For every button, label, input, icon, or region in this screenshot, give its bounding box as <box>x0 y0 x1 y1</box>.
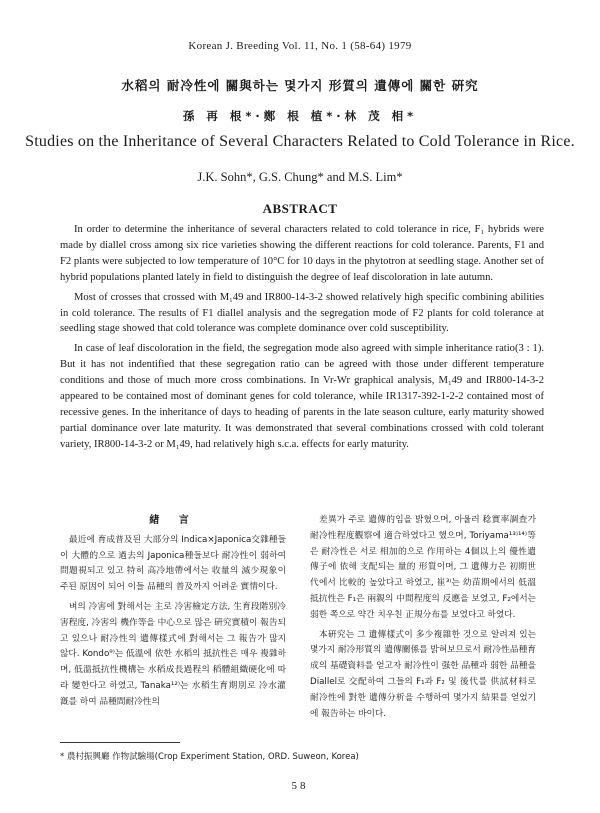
english-authors: J.K. Sohn*, G.S. Chung* and M.S. Lim* <box>197 170 403 184</box>
korean-authors: 孫 再 根*·鄭 根 植*·林 茂 相* <box>182 109 418 123</box>
korean-title: 水稻의 耐冷性에 關與하는 몇가지 形質의 遺傳에 關한 硏究 <box>121 78 479 93</box>
abstract-paragraph: Most of crosses that crossed with M₁49 and IR800-14-3-2 showed relatively high specific combining abilities in cold tolerance. The results of F1 diallel analysis and the segregation mode of F2 plants for cold tolerance at seedling stage showed that cold tolerance was complete dominance over cold susceptibility. <box>60 291 544 335</box>
right-column <box>310 513 536 726</box>
abstract-heading: ABSTRACT <box>262 201 338 216</box>
abstract-paragraph: In order to determine the inheritance of several characters related to cold tolerance in rice, F₁ hybrids were made by diallel cross among six rice varieties showing the different reactions for cold tolerance. Parents, F1 and F2 plants were subjected to low temperature of 10°C for 10 days in the phytotron at seedling stage. Another set of hybrid populations planted lately in field to distinguish the degree of leaf discoloration in late autumn. <box>60 224 544 283</box>
english-title: Studies on the Inheritance of Several Characters Related to Cold Tolerance in Rice. <box>25 133 575 150</box>
abstract-body <box>60 222 544 457</box>
abstract-paragraph: In case of leaf discoloration in the field, the segregation mode also agreed with simple inheritance ratio(3 : 1). But it has not indentified that these segregation ratio can be agreed with those under different temperature conditions and those of much more cross combinations. In Vr-Wr graphical analysis, M₁49 and IR800-14-3-2 appeared to be contained most of dominant genes for cold tolerance, while IR1317-392-1-2-2 contained most of recessive genes. In the inheritance of days to heading of parents in the late season culture, early maturity showed partial dominance over late maturity. It was demonstrated that several combinations crossed with cold tolerant variety, IR800-14-3-2 or M₁49, had relatively high s.c.a. effects for early maturity. <box>60 343 544 450</box>
footnote-rule <box>60 742 180 743</box>
body-paragraph: 벼의 冷害에 對해서는 主로 冷害檢定方法, 生育段階別冷害程度, 冷害의 機作等을 中心으로 많은 硏究實積이 報告되고 있으나 耐冷性의 遺傳樣式에 對해서는 그 報告가 많지 않다. Kondo⁹⁾는 低溫에 依한 水稻의 抵抗性은 매우 複雜하며, 低溫抵抗性機構는 水稻成長過程의 稻體組織硬化에 따라 變한다고 하였고, Tanaka¹²⁾는 水稻生育期別로 冷水灌漑를 하여 品種間耐冷性의 <box>60 601 286 707</box>
footnote: * 農村振興廳 作物試驗場(Crop Experiment Station, ORD. Suweon, Korea) <box>60 752 359 762</box>
section-heading: 緖 言 <box>149 515 197 526</box>
body-paragraph: 本硏究는 그 遺傳樣式이 多少複雜한 것으로 알려져 있는 몇가지 耐冷形質의 遺傳關係를 밝혀보므로서 耐冷性品種育成의 基礎資料를 얻고자 耐冷性이 强한 品種과 弱한 品種을 Diallel로 交配하여 그들의 F₁과 F₂ 및 後代를 供試材料로 耐冷性에 對한 遺傳分析을 수행하여 몇가지 結果를 얻었기에 報告하는 바이다. <box>310 629 536 719</box>
journal-header: Korean J. Breeding Vol. 11, No. 1 (58-64) 1979 <box>188 40 412 52</box>
left-column <box>60 513 286 715</box>
body-columns <box>60 513 544 748</box>
page-number: 58 <box>291 780 309 792</box>
body-paragraph: 差異가 주로 遺傳的임을 밝혔으며, 아울러 稔實率調査가 耐冷性程度觀察에 適合하였다고 했으며, Toriyama¹³⁾¹⁴⁾等은 耐冷性은 서로 相加的으로 作用하는 4個以上의 優性遺傳子에 依해 支配되는 量的 形質이며, 그 遺傳力은 初期世代에서 比較的 높았다고 하였고, 崔³⁾는 幼苗期에서의 低溫抵抗性은 F₁은 兩親의 中間程度의 反應을 보였고, F₂에서는 弱한 쪽으로 약간 치우친 正規分布를 보였다고 하였다. <box>310 515 536 620</box>
body-paragraph: 最近에 育成普及된 大部分의 Indica×Japonica交雜種들이 大體的으로 過去의 Japonica種들보다 耐冷性이 弱하여 問題視되고 있고 特히 高冷地帶에서는 收量의 減少現象이 주된 原因이 되어 이들 品種의 普及까지 어려운 實情이다. <box>60 534 286 593</box>
